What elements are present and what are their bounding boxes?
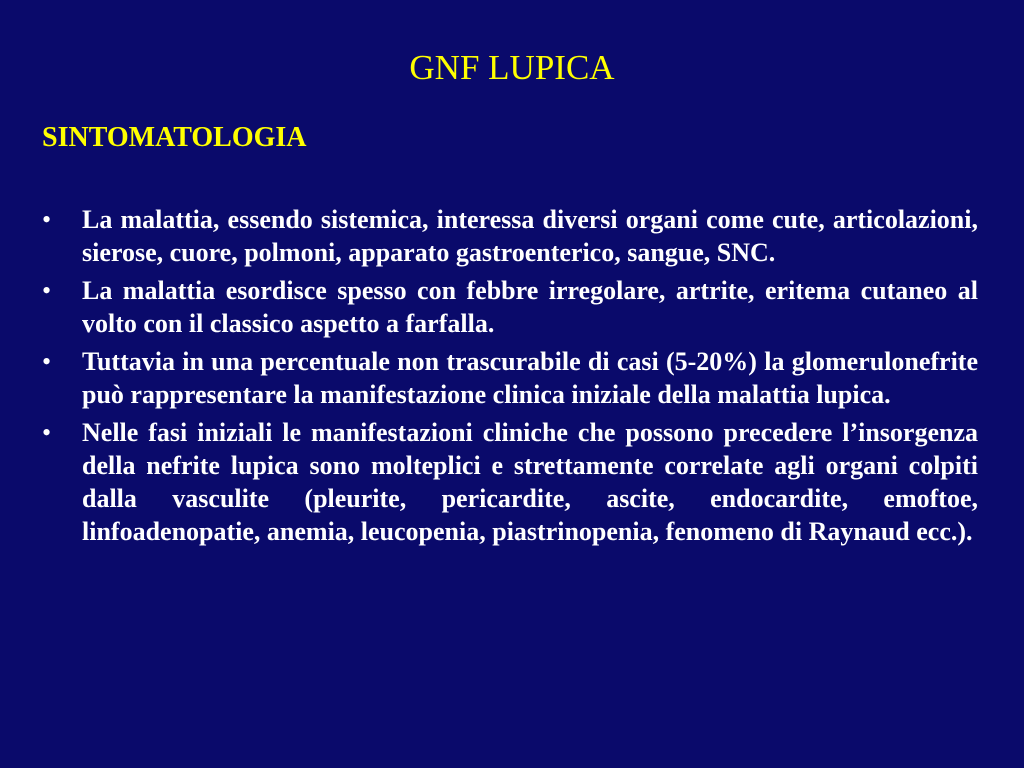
bullet-item: [42, 203, 978, 269]
bullet-item: [42, 345, 978, 411]
bullet-icon: •: [42, 418, 52, 447]
slide-title: GNF LUPICA: [409, 48, 615, 87]
bullet-icon: •: [42, 276, 52, 305]
bullet-list: [42, 203, 978, 553]
bullet-item: [42, 274, 978, 340]
bullet-icon: •: [42, 205, 52, 234]
bullet-text: Nelle fasi iniziali le manifestazioni cliniche che possono precedere l’insorgenza della nefrite lupica sono molteplici e strettamente correlate agli organi colpiti dalla vasculite (pleurite, pericardite, ascite, endocardite, emoftoe, linfoadenopatie, anemia, leucopenia, piastrinopenia, fenomeno di Raynaud ecc.).: [82, 418, 978, 546]
bullet-icon: •: [42, 347, 52, 376]
bullet-item: [42, 416, 978, 548]
bullet-text: La malattia esordisce spesso con febbre irregolare, artrite, eritema cutaneo al volto con il classico aspetto a farfalla.: [82, 276, 978, 338]
bullet-text: Tuttavia in una percentuale non trascurabile di casi (5-20%) la glomerulonefrite può rappresentare la manifestazione clinica iniziale della malattia lupica.: [82, 347, 978, 409]
slide-subtitle: SINTOMATOLOGIA: [42, 122, 307, 153]
bullet-text: La malattia, essendo sistemica, interessa diversi organi come cute, articolazioni, sierose, cuore, polmoni, apparato gastroenterico, sangue, SNC.: [82, 205, 978, 267]
